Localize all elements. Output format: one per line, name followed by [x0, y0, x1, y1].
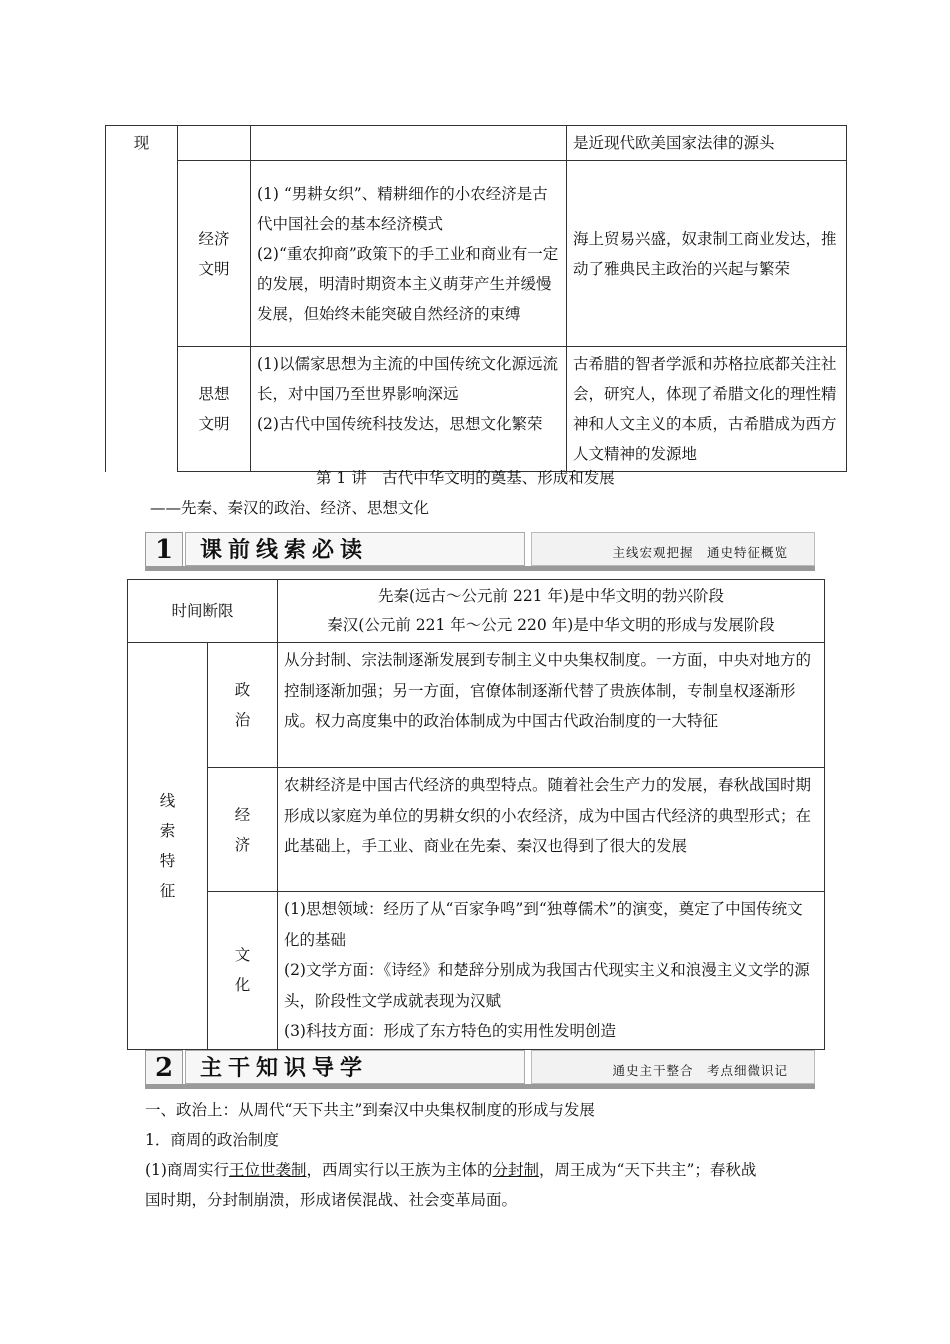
- west-thought-text: 古希腊的智者学派和苏格拉底都关注社会，研究人，体现了希腊文化的理性精神和人文主义的本质，古希腊成为西方人文精神的发源地: [567, 347, 847, 472]
- lecture-subtitle: ——先秦、秦汉的政治、经济、思想文化: [150, 499, 430, 517]
- text-segment: ，西周实行以王族为主体的: [306, 1161, 493, 1179]
- section-subtitle: 主线宏观把握 通史特征概览: [531, 532, 815, 566]
- keyword-hereditary-throne: 王位世袭制: [228, 1161, 307, 1179]
- comparison-table-continued: [105, 125, 847, 472]
- paragraph-line-1: [145, 1158, 756, 1180]
- section-banner-2: [145, 1050, 815, 1088]
- heading-politics: 一、政治上：从周代“天下共主”到秦汉中央集权制度的形成与发展: [145, 1101, 595, 1119]
- economy-text: 农耕经济是中国古代经济的典型特点。随着社会生产力的发展，春秋战国时期形成以家庭为单位的男耕女织的小农经济，成为中国古代经济的典型形式；在此基础上，手工业、商业在先秦、秦汉也得到了很大的发展: [278, 768, 825, 892]
- time-label: 时间断限: [128, 580, 278, 643]
- time-range-cell: [278, 580, 825, 643]
- text-segment: (1)商周实行: [145, 1161, 229, 1179]
- economy-civilization-label: 经济 文明: [178, 161, 251, 347]
- paragraph-line-2: 国时期，分封制崩溃，形成诸侯混战、社会变革局面。: [145, 1191, 518, 1209]
- section-number: 1: [145, 532, 183, 568]
- text-segment: ，周王成为“天下共主”；春秋战: [539, 1161, 757, 1179]
- section-title: 课前线索必读: [185, 532, 525, 566]
- china-economy-text: (1) “男耕女织”、精耕细作的小农经济是古代中国社会的基本经济模式 (2)“重农抑商”政策下的手工业和商业有一定的发展，明清时期资本主义萌芽产生并缓慢发展，但始终未能突破自然经济的束缚: [251, 161, 567, 347]
- section-subtitle: 通史主干整合 考点细微识记: [531, 1050, 815, 1084]
- keyword-enfeoffment: 分封制: [492, 1161, 540, 1179]
- west-economy-text: 海上贸易兴盛，奴隶制工商业发达，推动了雅典民主政治的兴起与繁荣: [567, 161, 847, 347]
- clue-feature-label: 线 索 特 征: [128, 643, 208, 1050]
- culture-text: (1)思想领域：经历了从“百家争鸣”到“独尊儒术”的演变，奠定了中国传统文化的基础 (2)文学方面：《诗经》和楚辞分别成为我国古代现实主义和浪漫主义文学的源头，阶段性文学成就表现为汉赋 (3)科技方面：形成了东方特色的实用性发明创造: [278, 892, 825, 1050]
- row-header-text: 现: [133, 134, 150, 152]
- banner-shadow: [145, 566, 815, 571]
- china-thought-text: (1)以儒家思想为主流的中国传统文化源远流长，对中国乃至世界影响深远 (2)古代中国传统科技发达，思想文化繁荣: [251, 347, 567, 472]
- west-law-cell: [567, 126, 847, 161]
- thought-civilization-label: 思想 文明: [178, 347, 251, 472]
- banner-shadow: [145, 1084, 815, 1089]
- heading-shang-zhou: 1．商周的政治制度: [145, 1131, 279, 1149]
- empty-cell: [178, 126, 251, 161]
- clue-table: [127, 579, 825, 1050]
- politics-text: 从分封制、宗法制逐渐发展到专制主义中央集权制度。一方面，中央对地方的控制逐渐加强；另一方面，官僚体制逐渐代替了贵族体制，专制皇权逐渐形成。权力高度集中的政治体制成为中国古代政治制度的一大特征: [278, 643, 825, 768]
- lecture-title: 第 1 讲 古代中华文明的奠基、形成和发展: [316, 469, 615, 487]
- culture-label: 文 化: [208, 892, 278, 1050]
- section-banner-1: [145, 532, 815, 570]
- row-header-cell: [106, 126, 178, 472]
- time-line-2: 秦汉(公元前 221 年～公元 220 年)是中华文明的形成与发展阶段: [327, 616, 775, 634]
- section-title: 主干知识导学: [185, 1050, 525, 1084]
- economy-label: 经 济: [208, 768, 278, 892]
- empty-cell: [251, 126, 567, 161]
- politics-label: 政 治: [208, 643, 278, 768]
- time-line-1: 先秦(远古～公元前 221 年)是中华文明的勃兴阶段: [377, 587, 725, 605]
- west-law-text: 是近现代欧美国家法律的源头: [573, 134, 775, 152]
- section-number: 2: [145, 1050, 183, 1086]
